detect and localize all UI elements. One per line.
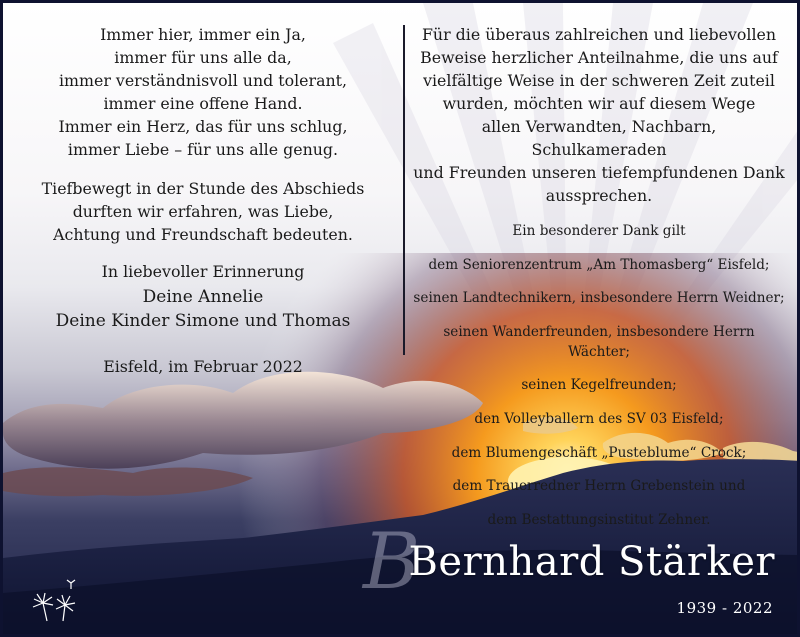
special-thanks-line: dem Seniorenzentrum „Am Thomasberg“ Eisfeld; <box>428 256 770 273</box>
tribute-line: durften wir erfahren, was Liebe, <box>72 202 334 221</box>
tribute-text <box>25 177 381 246</box>
poem-line: immer eine offene Hand. <box>103 94 303 113</box>
thanks-line: allen Verwandten, Nachbarn, Schulkameraden <box>481 117 717 159</box>
signer: Deine Kinder Simone und Thomas <box>55 311 351 331</box>
thanks-text <box>413 23 785 207</box>
right-column <box>413 23 785 543</box>
tribute-line: Achtung und Freundschaft bedeuten. <box>53 225 353 244</box>
special-thanks-line: dem Trauerredner Herrn Grebenstein und <box>452 478 746 495</box>
life-dates: 1939 - 2022 <box>676 599 773 617</box>
dandelion-icon <box>25 573 95 623</box>
special-thanks <box>413 221 785 530</box>
thanks-line: und Freunden unseren tiefempfundenen Dank <box>413 163 785 182</box>
special-thanks-line: seinen Wanderfreunden, insbesondere Herrn Wächter; <box>443 323 755 360</box>
ghost-initial: B <box>363 517 421 607</box>
special-thanks-line: seinen Landtechnikern, insbesondere Herrn Weidner; <box>413 290 785 307</box>
signature-block <box>25 260 381 333</box>
special-thanks-line: Ein besonderer Dank gilt <box>512 223 686 239</box>
special-thanks-line: den Volleyballern des SV 03 Eisfeld; <box>474 410 724 427</box>
thanks-line: Für die überaus zahlreichen und liebevollen <box>421 25 777 44</box>
tribute-line: Tiefbewegt in der Stunde des Abschieds <box>41 179 365 198</box>
deceased-name: Bernhard Stärker <box>408 539 775 585</box>
thanks-line: wurden, möchten wir auf diesem Wege <box>442 94 756 113</box>
left-column <box>25 23 381 378</box>
column-divider <box>403 25 405 355</box>
poem-line: immer für uns alle da, <box>114 48 292 67</box>
thanks-line: aussprechen. <box>545 186 653 205</box>
thanks-line: vielfältige Weise in der schweren Zeit zuteil <box>423 71 775 90</box>
special-thanks-line: dem Blumengeschäft „Pusteblume“ Crock; <box>451 444 747 461</box>
special-thanks-line: dem Bestattungsinstitut Zehner. <box>487 511 711 528</box>
poem <box>25 23 381 161</box>
poem-line: Immer hier, immer ein Ja, <box>100 25 306 44</box>
special-thanks-line: seinen Kegelfreunden; <box>521 377 677 394</box>
poem-line: Immer ein Herz, das für uns schlug, <box>58 117 348 136</box>
poem-line: immer verständnisvoll und tolerant, <box>58 71 348 90</box>
signer: Deine Annelie <box>142 287 264 307</box>
place-date: Eisfeld, im Februar 2022 <box>103 357 303 376</box>
poem-line: immer Liebe – für uns alle genug. <box>67 140 339 159</box>
thanks-line: Beweise herzlicher Anteilnahme, die uns auf <box>420 48 778 67</box>
memory-heading: In liebevoller Erinnerung <box>101 262 305 281</box>
